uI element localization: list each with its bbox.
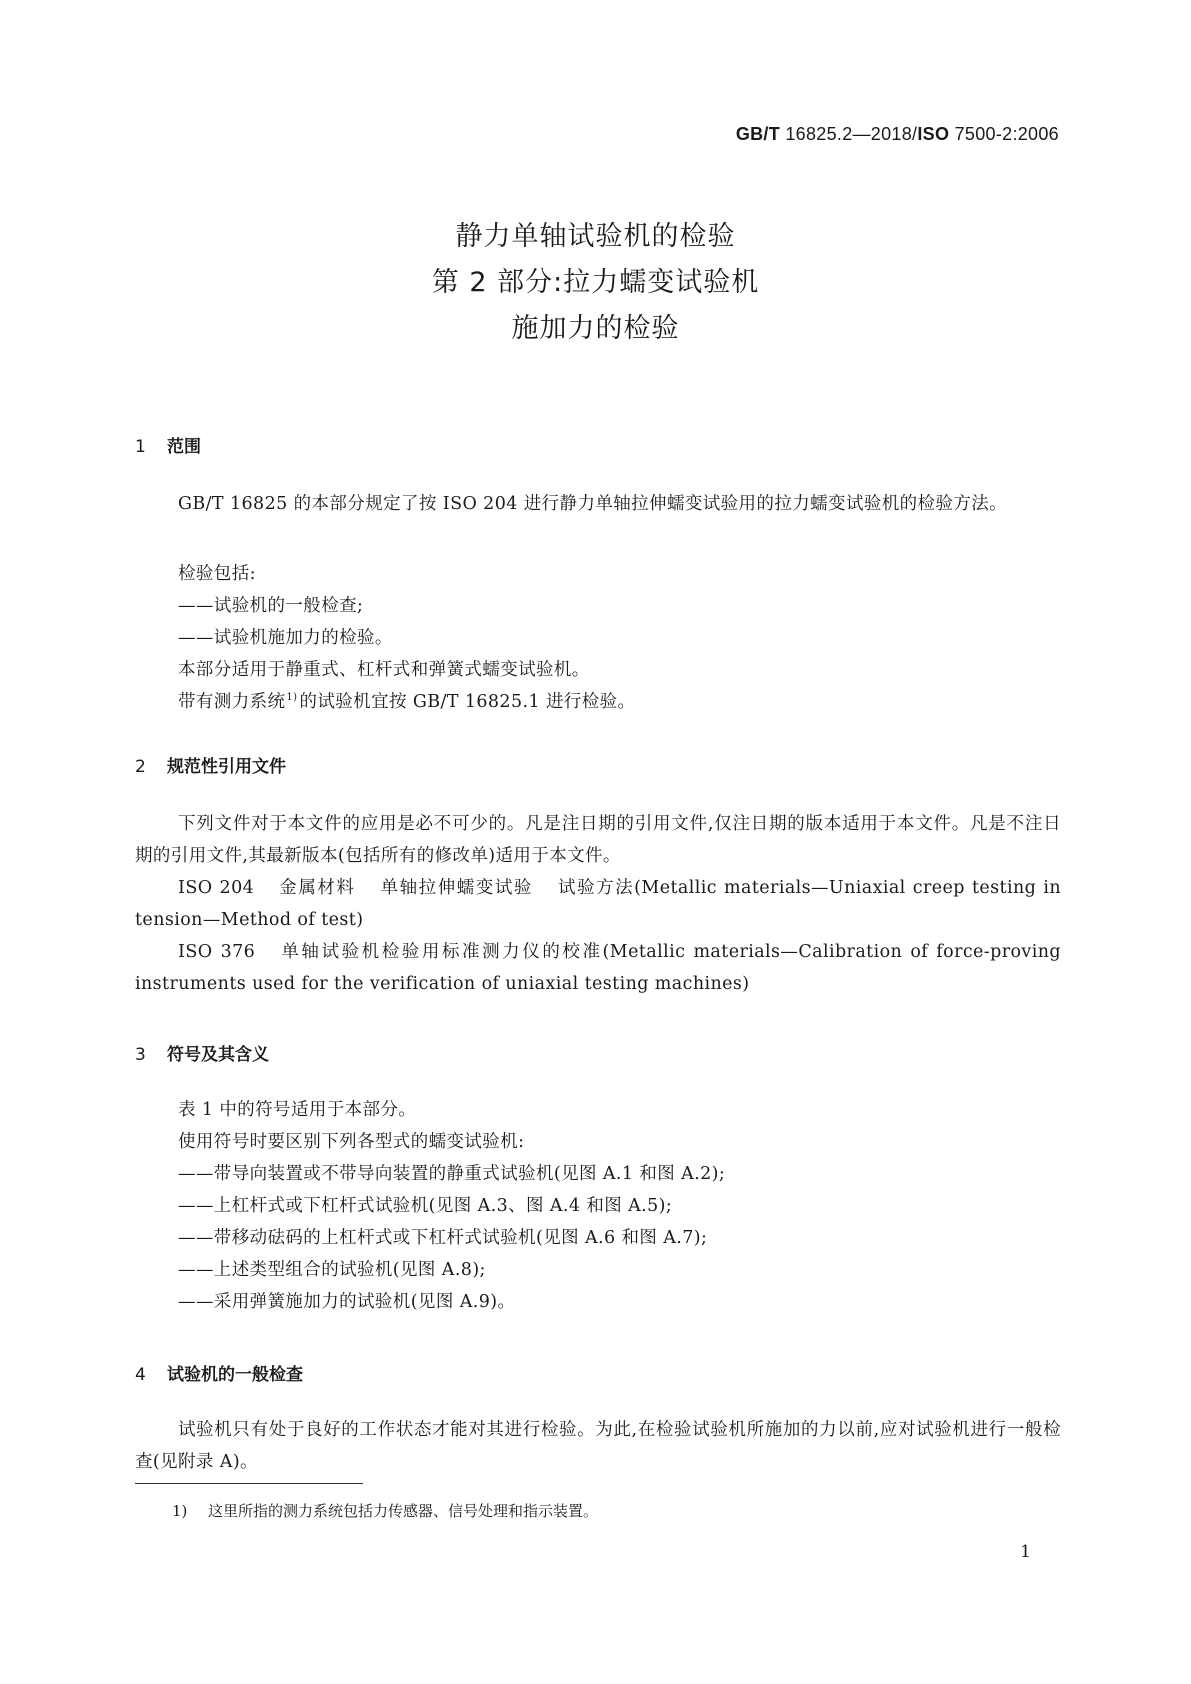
- footnote-divider: [135, 1483, 363, 1484]
- footnote: 1) 这里所指的测力系统包括力传感器、信号处理和指示装置。: [172, 1502, 599, 1520]
- footnote-reference: 1): [286, 692, 298, 703]
- section-1-paragraph-1: GB/T 16825 的本部分规定了按 ISO 204 进行静力单轴拉伸蠕变试验用的拉力蠕变试验机的检验方法。: [178, 494, 1008, 514]
- section-1-list-item-1: ——试验机的一般检查;: [178, 596, 364, 616]
- title-line-2: 第 2 部分:拉力蠕变试验机: [431, 267, 760, 298]
- section-1-heading: 1 范围: [135, 437, 201, 457]
- section-3-list-item-5: ——采用弹簧施加力的试验机(见图 A.9)。: [178, 1292, 516, 1312]
- title-line-1: 静力单轴试验机的检验: [455, 221, 736, 252]
- reference-iso-204: ISO 204 金属材料 单轴拉伸蠕变试验 试验方法(Metallic materials—Uniaxial creep testing in tension—Method of test): [135, 878, 1061, 930]
- section-3-list-item-2: ——上杠杆式或下杠杆式试验机(见图 A.3、图 A.4 和图 A.5);: [178, 1196, 673, 1216]
- section-3-list-item-4: ——上述类型组合的试验机(见图 A.8);: [178, 1260, 486, 1280]
- section-3-heading: 3 符号及其含义: [135, 1045, 269, 1065]
- section-1-paragraph-3: 本部分适用于静重式、杠杆式和弹簧式蠕变试验机。: [178, 660, 590, 680]
- section-3-paragraph-1: 表 1 中的符号适用于本部分。: [178, 1100, 417, 1120]
- section-3-list-item-3: ——带移动砝码的上杠杆式或下杠杆式试验机(见图 A.6 和图 A.7);: [178, 1228, 708, 1248]
- section-4-paragraph-1: 试验机只有处于良好的工作状态才能对其进行检验。为此,在检验试验机所施加的力以前,应对试验机进行一般检查(见附录 A)。: [135, 1420, 1061, 1472]
- document-title: [0, 214, 1191, 352]
- reference-iso-376: ISO 376 单轴试验机检验用标准测力仪的校准(Metallic materials—Calibration of force-proving instruments used for the verification of uniaxial testing machines): [135, 942, 1061, 994]
- title-line-3: 施加力的检验: [511, 313, 680, 344]
- section-1-paragraph-4: 带有测力系统$^{1)}$ 的试验机宜按 GB/T 16825.1 进行检验。: [178, 692, 636, 712]
- section-2-paragraph-1: 下列文件对于本文件的应用是必不可少的。凡是注日期的引用文件,仅注日期的版本适用于本文件。凡是不注日期的引用文件,其最新版本(包括所有的修改单)适用于本文件。: [135, 814, 1061, 866]
- section-1-list-item-2: ——试验机施加力的检验。: [178, 628, 393, 648]
- section-2-heading: 2 规范性引用文件: [135, 757, 286, 777]
- page-number: 1: [1020, 1542, 1031, 1562]
- section-1-paragraph-2: 检验包括:: [178, 564, 256, 584]
- section-4-heading: 4 试验机的一般检查: [135, 1365, 303, 1385]
- standard-code: GB/T 16825.2—2018/ISO 7500-2:2006: [735, 124, 1059, 144]
- section-3-list-item-1: ——带导向装置或不带导向装置的静重式试验机(见图 A.1 和图 A.2);: [178, 1164, 726, 1184]
- section-3-paragraph-2: 使用符号时要区别下列各型式的蠕变试验机:: [178, 1132, 525, 1152]
